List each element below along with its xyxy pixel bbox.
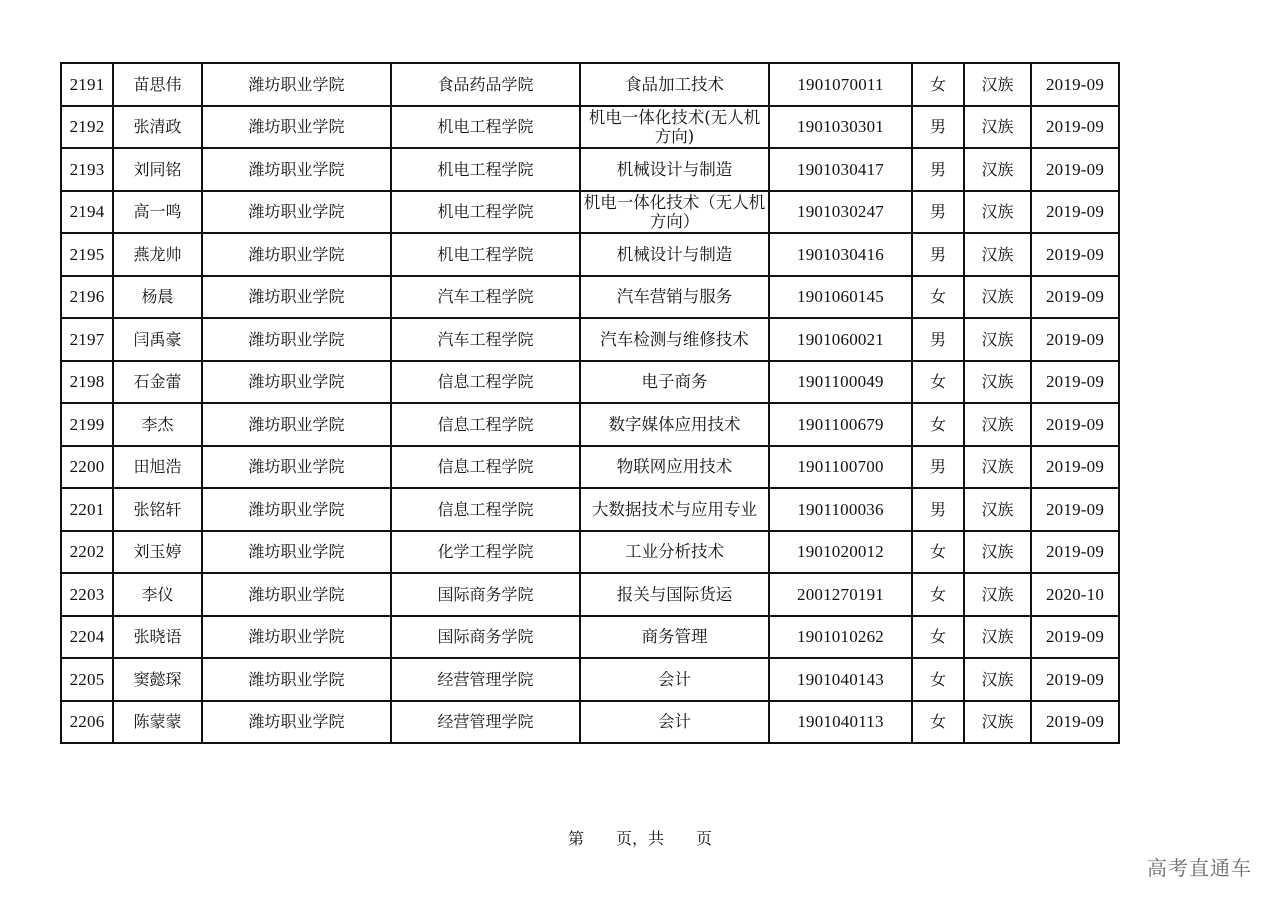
- cell-major: 机电一体化技术(无人机方向): [580, 106, 769, 149]
- cell-school: 潍坊职业学院: [202, 361, 391, 404]
- cell-school: 潍坊职业学院: [202, 573, 391, 616]
- table-row: [61, 106, 1119, 149]
- cell-major: 物联网应用技术: [580, 446, 769, 489]
- cell-gender: 男: [912, 233, 964, 276]
- table-row: [61, 63, 1119, 106]
- cell-school: 潍坊职业学院: [202, 233, 391, 276]
- cell-student-id: 1901100036: [769, 488, 912, 531]
- cell-school: 潍坊职业学院: [202, 318, 391, 361]
- cell-student-id: 1901010262: [769, 616, 912, 659]
- cell-enrollment-date: 2019-09: [1031, 63, 1119, 106]
- cell-gender: 女: [912, 63, 964, 106]
- cell-student-name: 杨晨: [113, 276, 202, 319]
- cell-major: 汽车检测与维修技术: [580, 318, 769, 361]
- student-roster-table: [60, 62, 1120, 744]
- table-row: [61, 148, 1119, 191]
- cell-student-name: 高一鸣: [113, 191, 202, 234]
- cell-college: 汽车工程学院: [391, 276, 580, 319]
- cell-school: 潍坊职业学院: [202, 403, 391, 446]
- cell-school: 潍坊职业学院: [202, 148, 391, 191]
- cell-row-number: 2193: [61, 148, 113, 191]
- cell-row-number: 2198: [61, 361, 113, 404]
- cell-row-number: 2203: [61, 573, 113, 616]
- cell-college: 化学工程学院: [391, 531, 580, 574]
- table-row: [61, 616, 1119, 659]
- cell-student-id: 1901020012: [769, 531, 912, 574]
- cell-major: 会计: [580, 658, 769, 701]
- cell-school: 潍坊职业学院: [202, 63, 391, 106]
- cell-school: 潍坊职业学院: [202, 276, 391, 319]
- watermark-logo-text: 高考直通车: [1147, 856, 1252, 880]
- cell-school: 潍坊职业学院: [202, 616, 391, 659]
- cell-gender: 男: [912, 106, 964, 149]
- cell-school: 潍坊职业学院: [202, 531, 391, 574]
- cell-college: 机电工程学院: [391, 148, 580, 191]
- cell-ethnicity: 汉族: [964, 106, 1031, 149]
- cell-gender: 女: [912, 701, 964, 744]
- cell-student-id: 2001270191: [769, 573, 912, 616]
- cell-student-name: 李杰: [113, 403, 202, 446]
- cell-student-id: 1901030247: [769, 191, 912, 234]
- cell-student-name: 李仪: [113, 573, 202, 616]
- cell-gender: 男: [912, 191, 964, 234]
- cell-college: 经营管理学院: [391, 658, 580, 701]
- table-row: [61, 318, 1119, 361]
- cell-ethnicity: 汉族: [964, 658, 1031, 701]
- cell-gender: 男: [912, 488, 964, 531]
- table-row: [61, 446, 1119, 489]
- cell-major: 数字媒体应用技术: [580, 403, 769, 446]
- cell-ethnicity: 汉族: [964, 63, 1031, 106]
- cell-college: 食品药品学院: [391, 63, 580, 106]
- cell-major: 大数据技术与应用专业: [580, 488, 769, 531]
- cell-row-number: 2200: [61, 446, 113, 489]
- cell-major: 商务管理: [580, 616, 769, 659]
- cell-college: 机电工程学院: [391, 191, 580, 234]
- cell-gender: 女: [912, 531, 964, 574]
- cell-major: 工业分析技术: [580, 531, 769, 574]
- cell-school: 潍坊职业学院: [202, 658, 391, 701]
- cell-row-number: 2205: [61, 658, 113, 701]
- cell-student-name: 刘玉婷: [113, 531, 202, 574]
- cell-ethnicity: 汉族: [964, 573, 1031, 616]
- cell-enrollment-date: 2019-09: [1031, 318, 1119, 361]
- cell-ethnicity: 汉族: [964, 616, 1031, 659]
- cell-row-number: 2204: [61, 616, 113, 659]
- cell-enrollment-date: 2019-09: [1031, 531, 1119, 574]
- cell-row-number: 2197: [61, 318, 113, 361]
- cell-gender: 女: [912, 658, 964, 701]
- cell-row-number: 2199: [61, 403, 113, 446]
- cell-enrollment-date: 2019-09: [1031, 403, 1119, 446]
- cell-gender: 男: [912, 318, 964, 361]
- cell-school: 潍坊职业学院: [202, 191, 391, 234]
- cell-student-name: 张清政: [113, 106, 202, 149]
- cell-ethnicity: 汉族: [964, 361, 1031, 404]
- cell-school: 潍坊职业学院: [202, 446, 391, 489]
- cell-ethnicity: 汉族: [964, 318, 1031, 361]
- cell-gender: 女: [912, 573, 964, 616]
- cell-enrollment-date: 2019-09: [1031, 276, 1119, 319]
- cell-major: 食品加工技术: [580, 63, 769, 106]
- cell-college: 经营管理学院: [391, 701, 580, 744]
- cell-student-id: 1901060021: [769, 318, 912, 361]
- cell-student-name: 燕龙帅: [113, 233, 202, 276]
- cell-student-id: 1901030301: [769, 106, 912, 149]
- cell-enrollment-date: 2019-09: [1031, 148, 1119, 191]
- cell-gender: 女: [912, 361, 964, 404]
- cell-gender: 男: [912, 446, 964, 489]
- cell-row-number: 2194: [61, 191, 113, 234]
- cell-row-number: 2201: [61, 488, 113, 531]
- cell-ethnicity: 汉族: [964, 233, 1031, 276]
- cell-enrollment-date: 2019-09: [1031, 233, 1119, 276]
- cell-student-id: 1901100679: [769, 403, 912, 446]
- cell-gender: 男: [912, 148, 964, 191]
- table-row: [61, 531, 1119, 574]
- cell-student-name: 苗思伟: [113, 63, 202, 106]
- table-row: [61, 488, 1119, 531]
- cell-student-id: 1901030416: [769, 233, 912, 276]
- table-row: [61, 701, 1119, 744]
- cell-major: 会计: [580, 701, 769, 744]
- table-row: [61, 191, 1119, 234]
- cell-college: 信息工程学院: [391, 446, 580, 489]
- cell-ethnicity: 汉族: [964, 488, 1031, 531]
- cell-ethnicity: 汉族: [964, 701, 1031, 744]
- cell-ethnicity: 汉族: [964, 191, 1031, 234]
- table-row: [61, 658, 1119, 701]
- cell-major: 机电一体化技术（无人机方向）: [580, 191, 769, 234]
- cell-student-id: 1901100700: [769, 446, 912, 489]
- cell-student-id: 1901040113: [769, 701, 912, 744]
- cell-college: 信息工程学院: [391, 403, 580, 446]
- cell-student-name: 张铭轩: [113, 488, 202, 531]
- cell-major: 机械设计与制造: [580, 233, 769, 276]
- cell-row-number: 2206: [61, 701, 113, 744]
- cell-enrollment-date: 2020-10: [1031, 573, 1119, 616]
- cell-college: 机电工程学院: [391, 106, 580, 149]
- cell-student-name: 陈蒙蒙: [113, 701, 202, 744]
- cell-enrollment-date: 2019-09: [1031, 616, 1119, 659]
- cell-ethnicity: 汉族: [964, 446, 1031, 489]
- table-row: [61, 276, 1119, 319]
- cell-enrollment-date: 2019-09: [1031, 488, 1119, 531]
- cell-major: 电子商务: [580, 361, 769, 404]
- table-row: [61, 403, 1119, 446]
- cell-school: 潍坊职业学院: [202, 701, 391, 744]
- cell-student-name: 窦懿琛: [113, 658, 202, 701]
- cell-college: 信息工程学院: [391, 488, 580, 531]
- cell-college: 信息工程学院: [391, 361, 580, 404]
- cell-student-name: 石金蕾: [113, 361, 202, 404]
- cell-enrollment-date: 2019-09: [1031, 701, 1119, 744]
- cell-row-number: 2191: [61, 63, 113, 106]
- cell-college: 国际商务学院: [391, 573, 580, 616]
- cell-student-id: 1901100049: [769, 361, 912, 404]
- cell-row-number: 2195: [61, 233, 113, 276]
- cell-row-number: 2202: [61, 531, 113, 574]
- cell-ethnicity: 汉族: [964, 531, 1031, 574]
- cell-school: 潍坊职业学院: [202, 488, 391, 531]
- cell-student-id: 1901030417: [769, 148, 912, 191]
- cell-school: 潍坊职业学院: [202, 106, 391, 149]
- cell-gender: 女: [912, 616, 964, 659]
- cell-gender: 女: [912, 276, 964, 319]
- cell-student-name: 闫禹豪: [113, 318, 202, 361]
- cell-row-number: 2192: [61, 106, 113, 149]
- cell-enrollment-date: 2019-09: [1031, 446, 1119, 489]
- cell-ethnicity: 汉族: [964, 148, 1031, 191]
- table-row: [61, 573, 1119, 616]
- table-row: [61, 233, 1119, 276]
- cell-ethnicity: 汉族: [964, 403, 1031, 446]
- cell-major: 机械设计与制造: [580, 148, 769, 191]
- cell-student-name: 刘同铭: [113, 148, 202, 191]
- cell-ethnicity: 汉族: [964, 276, 1031, 319]
- cell-gender: 女: [912, 403, 964, 446]
- cell-college: 汽车工程学院: [391, 318, 580, 361]
- cell-row-number: 2196: [61, 276, 113, 319]
- table-row: [61, 361, 1119, 404]
- cell-major: 汽车营销与服务: [580, 276, 769, 319]
- cell-enrollment-date: 2019-09: [1031, 191, 1119, 234]
- cell-student-id: 1901040143: [769, 658, 912, 701]
- page-footer: 第 页，共 页: [567, 829, 712, 848]
- cell-student-name: 张晓语: [113, 616, 202, 659]
- cell-student-id: 1901060145: [769, 276, 912, 319]
- cell-enrollment-date: 2019-09: [1031, 658, 1119, 701]
- cell-enrollment-date: 2019-09: [1031, 361, 1119, 404]
- cell-college: 机电工程学院: [391, 233, 580, 276]
- cell-college: 国际商务学院: [391, 616, 580, 659]
- cell-student-id: 1901070011: [769, 63, 912, 106]
- cell-student-name: 田旭浩: [113, 446, 202, 489]
- cell-enrollment-date: 2019-09: [1031, 106, 1119, 149]
- cell-major: 报关与国际货运: [580, 573, 769, 616]
